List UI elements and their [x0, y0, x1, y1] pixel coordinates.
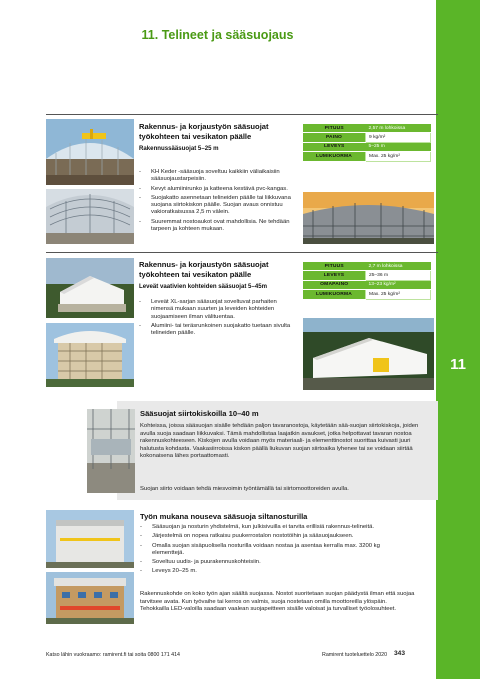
- list-item: - Leveys 20–25 m.: [140, 568, 403, 575]
- list-item: - Sääsuojan ja nosturin yhdistelmä, kun julkisivuilla ei tarvita erillisiä rakennus-telineitä.: [140, 524, 403, 531]
- spec-row: LUMIKUORMA Max. 25 kg/m²: [303, 152, 431, 161]
- section1-bullet-list: [139, 169, 299, 235]
- section3-paragraph-2: Suojan siirto voidaan tehdä miesvoimin työntämällä tai siirtomoottoreiden avulla.: [140, 486, 349, 492]
- section4-title: Työn mukana nouseva sääsuoja siltanosturilla: [140, 512, 308, 521]
- spec-row: PAINO 9 kg/m²: [303, 133, 431, 142]
- list-item: - Leveät XL-sarjan sääsuojat soveltuvat parhaiten nimensä mukaan suurten ja leveiden kohteiden suojaamiseen ilman välituentaa.: [139, 299, 299, 321]
- footer-contact: Katso lähin vuokraamo: ramirent.fi tai soita 0800 171 414: [46, 652, 180, 658]
- section3-paragraph: Kohteissa, joissa sääsuojan sisälle tehdään paljon tavaranostoja, käytetään sää-suojan siirtokiskoja, joiden avulla suoja saadaan liikkuvaksi. Tämä mahdollistaa laajatkin avaukset, jotka helpottavat tavaran nostoa rakennuskohteeseen. Kiskojen avulla voidaan myös materiaali- ja elementtinostot suorittaa kuivasti juuri halutusta kohdasta. Vaakasiirroissa kiskon päällä liukuvan suojan siirtoaika lyhenee tai se voidaan siirtää kokonaisena lähes portaattomasti.: [140, 423, 419, 460]
- section1-spec-table: [303, 124, 431, 162]
- spec-row: OMAPAINO 13–23 kg/m²: [303, 280, 431, 289]
- section2-bullet-list: [139, 299, 299, 339]
- list-item: - Alumiini- tai teräsrunkoinen suojakatto tuetaan sivulta telineiden päälle.: [139, 323, 299, 338]
- photo-canopy-yellow-crane: [46, 119, 134, 185]
- spec-row: LEVEYS 5–25 m: [303, 142, 431, 151]
- section2-title-line1: Rakennus- ja korjaustyön sääsuojat: [139, 260, 269, 269]
- section4-bullet-list: [140, 524, 403, 578]
- list-item: - Soveltuu uudis- ja puurakennuskohteisiin.: [140, 559, 403, 566]
- section1-subtitle: Rakennussääsuojat 5–25 m: [139, 145, 219, 152]
- section3-title: Sääsuojat siirtokiskoilla 10–40 m: [140, 409, 259, 418]
- list-item: - Omalla suojan sisäpuolisella nosturilla voidaan nostaa ja asentaa kerralla max. 3200 kg elementtejä.: [140, 543, 403, 558]
- section1-title-line1: Rakennus- ja korjaustyön sääsuojat: [139, 122, 269, 131]
- section2-subtitle: Leveät vaativien kohteiden sääsuojat 5–45m: [139, 283, 268, 290]
- photo-lifting-shelter-crane: [46, 510, 134, 568]
- chapter-tab-number: 11: [450, 356, 466, 373]
- footer-catalog: Ramirent tuoteluettelo 2020: [322, 652, 388, 658]
- page-title: 11. Telineet ja sääsuojaus: [141, 28, 294, 42]
- page-number: 343: [394, 650, 406, 657]
- list-item: - Kevyt alumiinirunko ja katteena kestävä pvc-kangas.: [139, 186, 299, 193]
- list-item: - KH Keder -sääsuoja soveltuu kaikkiin väliaikaisiin sääsuojaustarpeisiin.: [139, 169, 299, 184]
- photo-scaffold-sunset: [303, 192, 434, 244]
- section2-title-line2: työkohteen tai vesikaton päälle: [139, 269, 252, 279]
- section-divider: [46, 114, 438, 115]
- photo-large-white-shelter: [303, 318, 434, 390]
- photo-rail-shelter-interior: [87, 409, 135, 493]
- section2-spec-table: [303, 262, 431, 300]
- section4-paragraph: Rakennuskohde on koko työn ajan säältä suojassa. Nostot suoritetaan suojan päädystä ilman että suojaa tarvitsee avata. Kun työvaihe tai kerros on valmis, suoja nostetaan omilla moottoreilla ylöspäin. Tehokkailla LED-valoilla saadaan vaalean suojapeitteen sisälle valoisat ja turvalliset työolosuhteet.: [140, 591, 415, 613]
- section-divider: [46, 252, 438, 253]
- photo-scaffolded-building: [46, 323, 134, 387]
- spec-row: LEVEYS 25–36 m: [303, 271, 431, 280]
- photo-white-canopy-forest: [46, 258, 134, 318]
- photo-canopy-interior: [46, 189, 134, 244]
- spec-row: PITUUS 2,57 m lohkoissa: [303, 124, 431, 133]
- spec-row: PITUUS 2,7 m lohkoissa: [303, 262, 431, 271]
- chapter-side-tab: [436, 0, 480, 679]
- list-item: - Järjestelmä on nopea ratkaisu puukerrostalon nostotöihin ja sääsuojaukseen.: [140, 533, 403, 540]
- section1-title-line2: työkohteen tai vesikaton päälle: [139, 131, 252, 141]
- spec-row: LUMIKUORMA Max. 25 kg/m²: [303, 290, 431, 299]
- list-item: - Suojakatto asennetaan telineiden päälle tai liikkuvana suojana siirtokiskon päälle. Suojan avaus onnistuu vakioratkaisussa 2,5 m välein.: [139, 195, 299, 217]
- section3-box: [117, 401, 438, 500]
- photo-wooden-building-shelter: [46, 572, 134, 624]
- list-item: - Suuremmat nostoaukot ovat mahdollisia. Ne tehdään tarpeen ja kohteen mukaan.: [139, 219, 299, 234]
